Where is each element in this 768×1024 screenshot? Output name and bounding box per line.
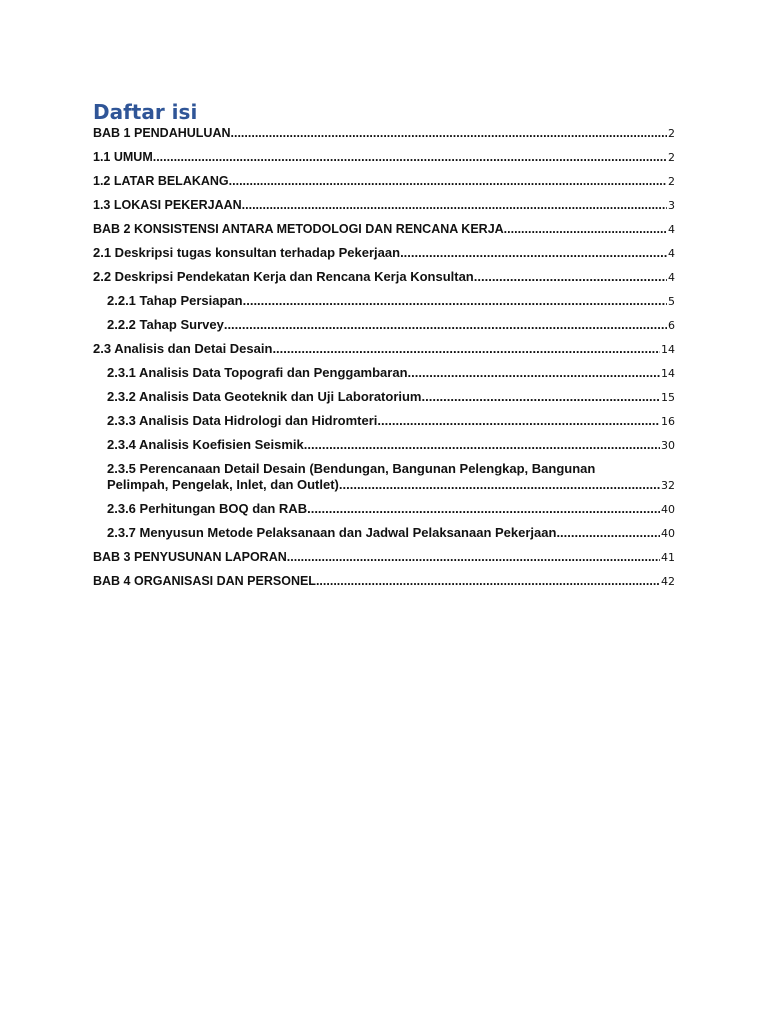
toc-entry-1-3[interactable] [93,197,675,221]
toc-dot-leader [408,365,660,381]
toc-entry-bab-2[interactable] [93,221,675,245]
toc-page-number: 40 [661,527,675,540]
toc-entry-2-3[interactable] [93,341,675,365]
toc-page-number: 42 [661,575,675,588]
toc-entry-label: 1.2 LATAR BELAKANG [93,174,229,188]
toc-dot-leader [474,269,667,285]
toc-dot-leader [316,573,660,589]
toc-page-number: 16 [661,415,675,428]
toc-dot-leader [556,525,660,541]
toc-dot-leader [504,221,667,237]
toc-entry-2-1[interactable] [93,245,675,269]
toc-dot-leader [224,317,667,333]
toc-dot-leader [229,173,667,189]
toc-dot-leader [400,245,667,261]
toc-entry-label: BAB 4 ORGANISASI DAN PERSONEL [93,574,316,588]
toc-page-number: 41 [661,551,675,564]
toc-dot-leader [377,413,660,429]
toc-title: Daftar isi [93,100,198,124]
toc-entry-bab-3[interactable] [93,549,675,573]
toc-entry-label: 2.2.1 Tahap Persiapan [107,293,243,308]
toc-dot-leader [242,197,667,213]
toc-page-number: 6 [668,319,675,332]
toc-dot-leader [153,149,667,165]
toc-entry-label: 2.1 Deskripsi tugas konsultan terhadap Pekerjaan [93,245,401,260]
toc-page-number: 30 [661,439,675,452]
toc-page-number: 4 [668,223,675,236]
toc-page-number: 5 [668,295,675,308]
toc-entry-label: 2.3 Analisis dan Detai Desain [93,341,273,356]
toc-page-number: 3 [668,199,675,212]
toc-entry-label: 1.1 UMUM [93,150,153,164]
toc-page-number: 14 [661,367,675,380]
toc-dot-leader [243,293,667,309]
toc-entry-label: BAB 3 PENYUSUNAN LAPORAN [93,550,287,564]
toc-entry-label-line-2: Pelimpah, Pengelak, Inlet, dan Outlet) [107,477,339,492]
toc-page-number: 4 [668,271,675,284]
toc-dot-leader [272,341,660,357]
toc-dot-leader [231,125,667,141]
toc-entry-label: 2.3.6 Perhitungan BOQ dan RAB [107,501,308,516]
toc-entry-2-3-4[interactable] [93,437,675,461]
toc-entry-2-3-5[interactable] [93,461,675,501]
toc-entry-2-3-3[interactable] [93,413,675,437]
toc-entry-bab-4[interactable] [93,573,675,597]
toc-list [93,125,675,597]
toc-entry-label: 2.3.4 Analisis Koefisien Seismik [107,437,304,452]
toc-entry-1-2[interactable] [93,173,675,197]
toc-entry-2-3-7[interactable] [93,525,675,549]
toc-entry-2-2[interactable] [93,269,675,293]
toc-dot-leader [307,501,660,517]
toc-page-number: 4 [668,247,675,260]
toc-entry-label: 2.3.2 Analisis Data Geoteknik dan Uji Laboratorium [107,389,422,404]
toc-page-number: 40 [661,503,675,516]
toc-entry-bab-1[interactable] [93,125,675,149]
toc-page-number: 14 [661,343,675,356]
toc-page-number: 15 [661,391,675,404]
toc-entry-2-3-6[interactable] [93,501,675,525]
toc-entry-label: 2.2 Deskripsi Pendekatan Kerja dan Rencana Kerja Konsultan [93,269,474,284]
toc-page-number: 2 [668,127,675,140]
toc-entry-label: 2.3.1 Analisis Data Topografi dan Penggambaran [107,365,408,380]
toc-entry-label: BAB 2 KONSISTENSI ANTARA METODOLOGI DAN RENCANA KERJA [93,222,504,236]
toc-dot-leader [287,549,660,565]
document-page [93,99,675,597]
toc-page-number: 2 [668,175,675,188]
toc-entry-label: 2.3.7 Menyusun Metode Pelaksanaan dan Jadwal Pelaksanaan Pekerjaan [107,525,557,540]
toc-entry-label: 2.3.3 Analisis Data Hidrologi dan Hidromteri [107,413,378,428]
toc-entry-label: 1.3 LOKASI PEKERJAAN [93,198,242,212]
toc-entry-2-2-1[interactable] [93,293,675,317]
toc-dot-leader [304,437,660,453]
toc-page-number: 2 [668,151,675,164]
toc-entry-label: BAB 1 PENDAHULUAN [93,126,231,140]
toc-entry-2-2-2[interactable] [93,317,675,341]
toc-dot-leader [422,389,661,405]
toc-page-number: 32 [661,479,675,492]
toc-entry-2-3-1[interactable] [93,365,675,389]
toc-entry-2-3-2[interactable] [93,389,675,413]
toc-dot-leader [339,477,660,493]
toc-entry-1-1[interactable] [93,149,675,173]
toc-entry-label: 2.2.2 Tahap Survey [107,317,224,332]
toc-entry-label-line-1: 2.3.5 Perencanaan Detail Desain (Bendungan, Bangunan Pelengkap, Bangunan [107,461,596,476]
